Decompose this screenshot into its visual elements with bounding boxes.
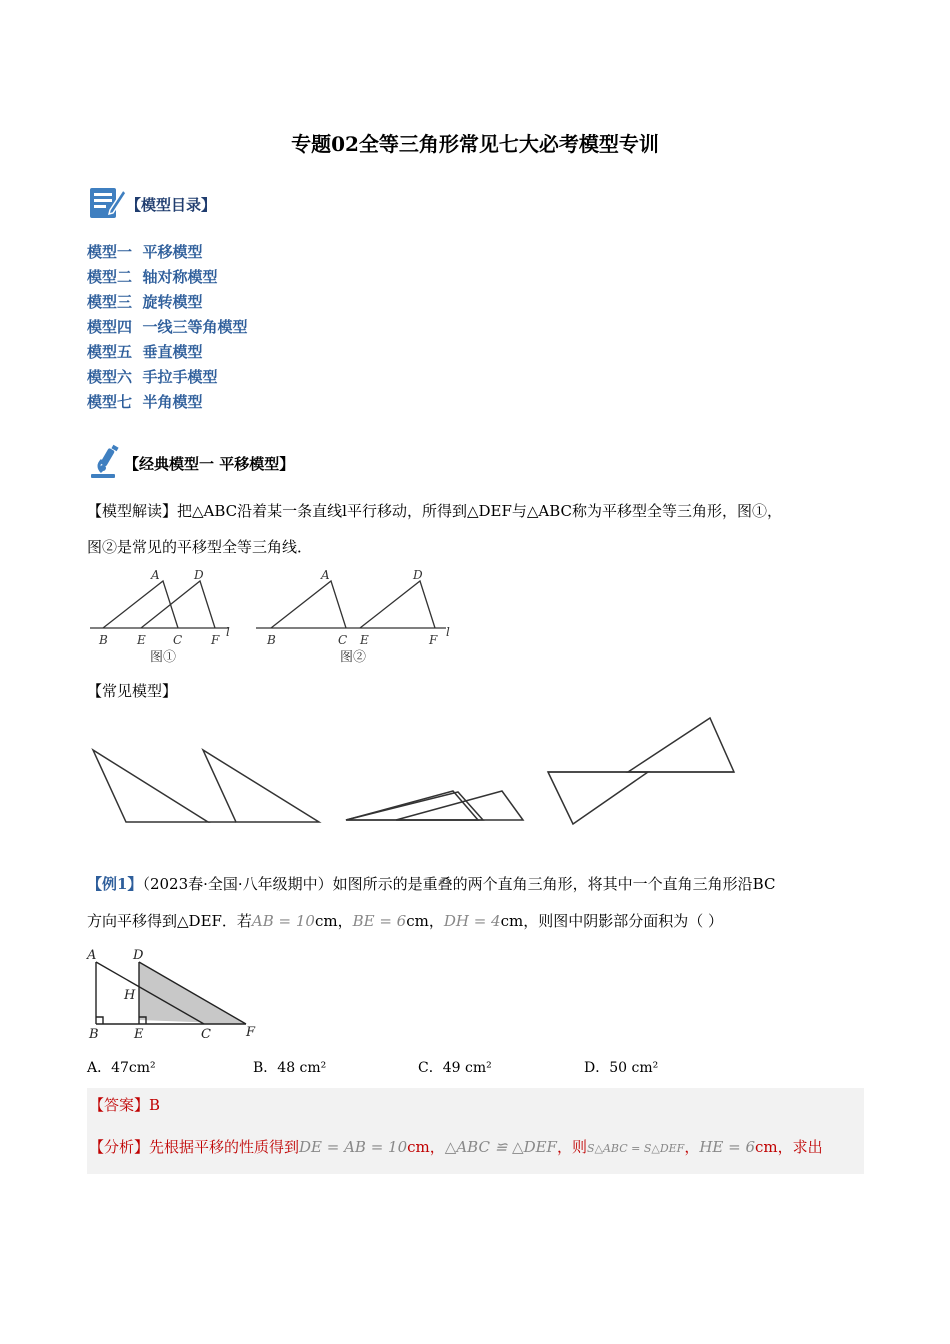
figure-1 [90, 581, 228, 628]
page-title: 专题02全等三角形常见七大必考模型专训 [291, 132, 659, 156]
fig2-label-d: D [413, 568, 423, 582]
math-congruent: △ABC ≌ △DEF [444, 1138, 557, 1156]
unit-text: cm，则图中阴影部分面积为（ ） [500, 912, 724, 930]
example1-tag: 【例1】 [87, 875, 143, 893]
intro-paragraph-2 [87, 532, 867, 562]
ex-label-c: C [201, 1027, 211, 1042]
math-be: BE = 6 [352, 912, 407, 930]
intro-text-2: 图②是常见的平移型全等三角线． [87, 538, 313, 556]
analysis-text [89, 1136, 823, 1157]
math-de-ab: DE = AB = 10 [299, 1138, 408, 1156]
ex-label-h: H [124, 988, 136, 1003]
fig1-label-e: E [137, 633, 146, 647]
toc-item[interactable]: 模型二 轴对称模型 [87, 268, 218, 286]
fig2-label-l: l [446, 625, 450, 639]
toc-item[interactable]: 模型七 半角模型 [87, 393, 203, 411]
math-he: HE = 6 [699, 1138, 756, 1156]
choice-b[interactable]: B．48 cm² [253, 1060, 327, 1076]
toc-list [87, 240, 247, 415]
answer-text: 【答案】B [89, 1096, 161, 1114]
fig1-label-l: l [226, 625, 230, 639]
choice-d[interactable]: D．50 cm² [584, 1060, 659, 1076]
fig1-label-b: B [99, 633, 108, 647]
example1-line2 [87, 906, 867, 936]
ex-label-d: D [133, 948, 144, 963]
ex-label-b: B [89, 1027, 99, 1042]
toc-item[interactable]: 模型六 手拉手模型 [87, 368, 218, 386]
common-model-figures [88, 712, 748, 832]
math-ab: AB = 10 [251, 912, 315, 930]
unit-text: ，则 [556, 1138, 587, 1156]
choice-c[interactable]: C．49 cm² [418, 1060, 492, 1076]
choice-a[interactable]: A．47cm² [87, 1060, 156, 1076]
ex-label-f: F [246, 1025, 256, 1040]
fig2-label-a: A [321, 568, 330, 582]
toc-item[interactable]: 模型五 垂直模型 [87, 343, 203, 361]
intro-label: 【模型解读】 [87, 502, 178, 520]
toc-heading: 【模型目录】 [126, 196, 217, 214]
example1-text-2: 方向平移得到△DEF．若 [87, 912, 252, 930]
toc-item[interactable]: 模型三 旋转模型 [87, 293, 203, 311]
example1-line1 [87, 869, 867, 899]
section-heading: 【经典模型一 平移模型】 [124, 455, 295, 473]
fig1-label-d: D [194, 568, 204, 582]
notepad-pencil-icon [88, 182, 126, 220]
unit-text: cm， [314, 912, 353, 930]
toc-item[interactable]: 模型四 一线三等角模型 [87, 318, 248, 336]
fig2-label-e: E [360, 633, 369, 647]
fig1-label-c: C [173, 633, 183, 647]
figure-2 [256, 581, 446, 628]
unit-text: cm，求出 [755, 1138, 823, 1156]
example1-text: （2023春·全国·八年级期中）如图所示的是重叠的两个直角三角形，将其中一个直角三角形沿BC [142, 875, 776, 893]
example1-figure [84, 944, 264, 1044]
unit-text: ， [684, 1138, 700, 1156]
fig1-caption: 图① [150, 650, 177, 665]
translation-figures [88, 566, 468, 666]
common-models-label: 【常见模型】 [87, 682, 178, 700]
fig2-caption: 图② [340, 650, 367, 665]
intro-paragraph [87, 496, 867, 526]
intro-text: 把△ABC沿着某一条直线l平行移动，所得到△DEF与△ABC称为平移型全等三角形，图①， [177, 502, 783, 520]
fig2-label-b: B [267, 633, 276, 647]
analysis-label: 【分析】先根据平移的性质得到 [89, 1138, 300, 1156]
unit-text: cm， [406, 912, 444, 930]
math-area-equal: S△ABC = S△DEF [586, 1142, 685, 1155]
toc-item[interactable]: 模型一 平移模型 [87, 243, 203, 261]
fig2-label-c: C [338, 633, 348, 647]
microscope-icon [88, 444, 124, 480]
ex-label-a: A [87, 948, 97, 963]
unit-text: cm， [407, 1138, 445, 1156]
math-dh: DH = 4 [443, 912, 501, 930]
fig1-label-a: A [151, 568, 160, 582]
answer-box [87, 1088, 864, 1174]
ex-label-e: E [134, 1027, 144, 1042]
fig2-label-f: F [429, 633, 438, 647]
fig1-label-f: F [211, 633, 220, 647]
